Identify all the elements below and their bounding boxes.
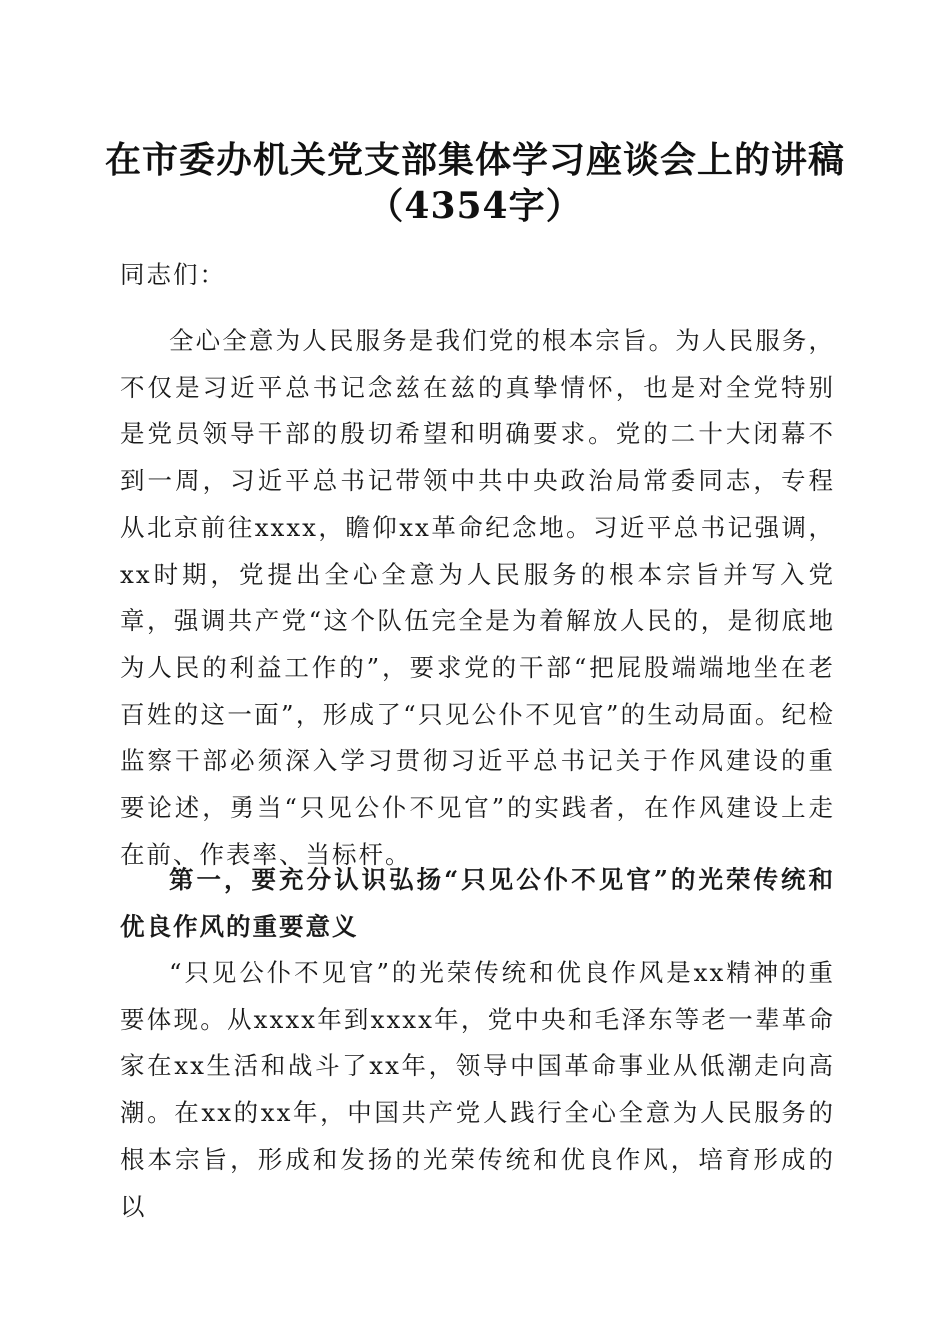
document-title: 在市委办机关党支部集体学习座谈会上的讲稿 bbox=[104, 139, 845, 181]
section-heading-first: 第一，要充分认识弘扬“只见公仆不见官”的光荣传统和优良作风的重要意义 bbox=[120, 865, 835, 941]
salutation: 同志们： bbox=[120, 260, 226, 289]
paragraph-section-one: “只见公仆不见官”的光荣传统和优良作风是xx精神的重要体现。从xxxx年到xxxx年，党中央和毛泽东等老一辈革命家在xx生活和战斗了xx年，领导中国革命事业从低潮走向高潮。在xx的xx年，中国共产党人践行全心全意为人民服务的根本宗旨，形成和发扬的光荣传统和优良作风，培育形成的以 bbox=[120, 958, 835, 1221]
document-word-count: （4354字） bbox=[367, 185, 583, 227]
paragraph-intro: 全心全意为人民服务是我们党的根本宗旨。为人民服务，不仅是习近平总书记念兹在兹的真挚情怀，也是对全党特别是党员领导干部的殷切希望和明确要求。党的二十大闭幕不到一周，习近平总书记带领中共中央政治局常委同志，专程从北京前往xxxx，瞻仰xx革命纪念地。习近平总书记强调，xx时期，党提出全心全意为人民服务的根本宗旨并写入党章，强调共产党“这个队伍完全是为着解放人民的，是彻底地为人民的利益工作的”，要求党的干部“把屁股端端地坐在老百姓的这一面”，形成了“只见公仆不见官”的生动局面。纪检监察干部必须深入学习贯彻习近平总书记关于作风建设的重要论述，勇当“只见公仆不见官”的实践者，在作风建设上走在前、作表率、当标杆。 bbox=[120, 326, 835, 869]
